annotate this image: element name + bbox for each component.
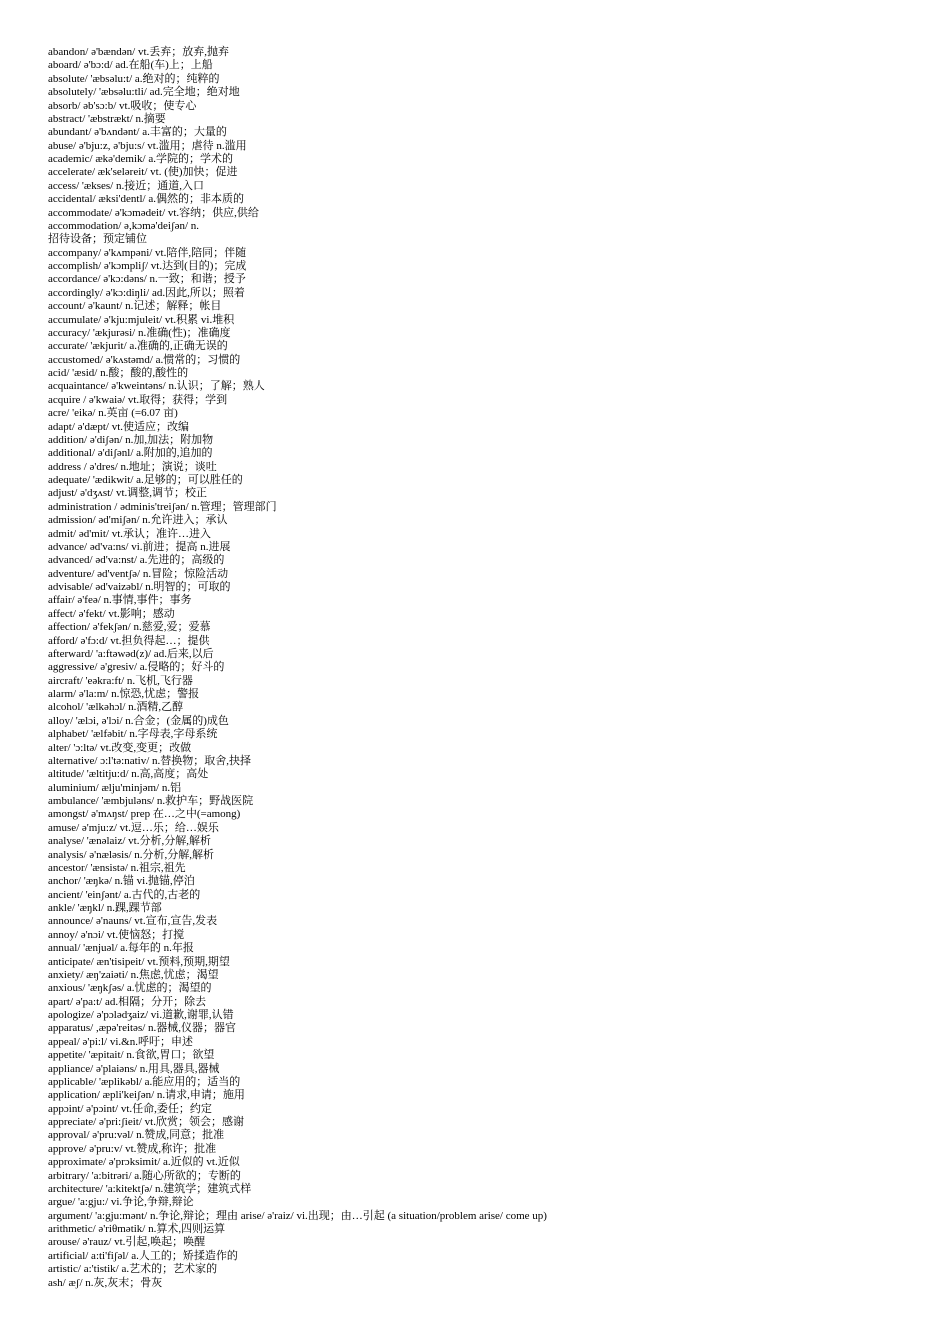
- vocabulary-entry: access/ 'ækses/ n.接近；通道,入口: [48, 179, 204, 192]
- vocabulary-entry: arouse/ ə'rauz/ vt.引起,唤起；唤醒: [48, 1236, 206, 1249]
- vocabulary-entry: abundant/ ə'bʌndənt/ a.丰富的；大量的: [48, 126, 227, 139]
- vocabulary-entry: anxiety/ æŋ'zaiəti/ n.焦虑,忧虑；渴望: [48, 968, 219, 981]
- vocabulary-entry: ancestor/ 'ænsistə/ n.祖宗,祖先: [48, 861, 186, 874]
- vocabulary-entry: announce/ ə'nauns/ vt.宣布,宣告,发表: [48, 915, 218, 928]
- vocabulary-entry: acid/ 'æsid/ n.酸；酸的,酸性的: [48, 367, 189, 379]
- vocabulary-list: [48, 46, 928, 1290]
- vocabulary-entry: acquire / ə'kwaiə/ vt.取得；获得；学到: [48, 393, 228, 406]
- vocabulary-entry: adjust/ ə'dʒʌst/ vt.调整,调节；校正: [48, 487, 208, 500]
- vocabulary-entry: apparatus/ ,æpə'reitəs/ n.器械,仪器；器官: [48, 1022, 237, 1035]
- vocabulary-entry: accidental/ æksi'dentl/ a.偶然的；非本质的: [48, 193, 244, 206]
- vocabulary-entry: academic/ ækə'demik/ a.学院的；学术的: [48, 153, 233, 165]
- vocabulary-entry: apologize/ ə'pɔlədʒaiz/ vi.道歉,谢罪,认错: [48, 1009, 234, 1021]
- vocabulary-entry: administration / ədminis'treiʃən/ n.管理；管理部门: [48, 500, 277, 513]
- vocabulary-entry: analysis/ ə'næləsis/ n.分析,分解,解析: [48, 848, 215, 861]
- vocabulary-entry: alter/ 'ɔ:ltə/ vt.改变,变更；改做: [48, 741, 192, 754]
- vocabulary-entry: address / ə'dres/ n.地址；演说；谈吐: [48, 460, 217, 473]
- vocabulary-entry: annoy/ ə'nɔi/ vt.使恼怒；打搅: [48, 928, 185, 941]
- vocabulary-entry: ankle/ 'æŋkl/ n.踝,踝节部: [48, 902, 162, 914]
- vocabulary-entry: appeal/ ə'pi:l/ vi.&n.呼吁；申述: [48, 1035, 193, 1048]
- vocabulary-entry: argument/ 'a:gju:mənt/ n.争论,辩论；理由 arise/ ə'raiz/ vi.出现；由…引起 (a situation/problem arise/ come up): [48, 1209, 547, 1222]
- vocabulary-entry: affect/ ə'fekt/ vt.影响；感动: [48, 607, 175, 620]
- vocabulary-entry: application/ æpli'keiʃən/ n.请求,申请；施用: [48, 1089, 245, 1102]
- vocabulary-entry: addition/ ə'diʃən/ n.加,加法；附加物: [48, 433, 214, 446]
- vocabulary-entry: accustomed/ ə'kʌstəmd/ a.惯常的；习惯的: [48, 353, 241, 366]
- vocabulary-entry: 招待设备；预定铺位: [48, 233, 147, 246]
- vocabulary-entry: arbitrary/ 'a:bitrəri/ a.随心所欲的；专断的: [48, 1169, 241, 1182]
- vocabulary-entry: absolute/ 'æbsəlu:t/ a.绝对的；纯粹的: [48, 72, 220, 85]
- vocabulary-entry: absorb/ əb'sɔ:b/ vt.吸收；使专心: [48, 99, 197, 112]
- vocabulary-entry: affair/ ə'feə/ n.事情,事件；事务: [48, 594, 192, 607]
- vocabulary-entry: abandon/ ə'bændən/ vt.丢弃；放弃,抛弃: [48, 46, 230, 58]
- vocabulary-entry: additional/ ə'diʃənl/ a.附加的,追加的: [48, 447, 213, 460]
- vocabulary-entry: artificial/ a:ti'fiʃəl/ a.人工的；矫揉造作的: [48, 1249, 238, 1262]
- vocabulary-entry: affection/ ə'fekʃən/ n.慈爱,爱；爱慕: [48, 621, 211, 634]
- vocabulary-entry: ancient/ 'einʃənt/ a.古代的,古老的: [48, 888, 201, 901]
- vocabulary-entry: acquaintance/ ə'kweintəns/ n.认识；了解；熟人: [48, 380, 265, 393]
- vocabulary-entry: accumulate/ ə'kju:mjuleit/ vt.积累 vi.堆积: [48, 313, 235, 326]
- vocabulary-entry: amuse/ ə'mju:z/ vt.逗…乐；给…娱乐: [48, 821, 219, 834]
- vocabulary-entry: ash/ æʃ/ n.灰,灰末；骨灰: [48, 1276, 163, 1289]
- vocabulary-entry: argue/ 'a:gju:/ vi.争论,争辩,辩论: [48, 1196, 194, 1209]
- vocabulary-entry: approximate/ ə'prɔksimit/ a.近似的 vt.近似: [48, 1156, 240, 1169]
- vocabulary-entry: appɔint/ ə'pɔint/ vt.任命,委任；约定: [48, 1102, 212, 1115]
- vocabulary-entry: accuracy/ 'ækjurəsi/ n.准确(性)；准确度: [48, 326, 231, 339]
- vocabulary-entry: appliance/ ə'plaiəns/ n.用具,器具,器械: [48, 1062, 220, 1075]
- vocabulary-entry: apart/ ə'pa:t/ ad.相隔；分开；除去: [48, 995, 207, 1008]
- vocabulary-entry: appreciate/ ə'pri:ʃieit/ vt.欣赏；领会；感谢: [48, 1116, 244, 1128]
- vocabulary-entry: accurate/ 'ækjurit/ a.准确的,正确无误的: [48, 340, 228, 353]
- vocabulary-entry: adapt/ ə'dæpt/ vt.使适应；改编: [48, 420, 189, 433]
- vocabulary-entry: acre/ 'eikə/ n.英亩 (=6.07 亩): [48, 407, 178, 420]
- vocabulary-entry: advisable/ əd'vaizəbl/ n.明智的；可取的: [48, 581, 231, 593]
- vocabulary-entry: accommodation/ ə,kɔmə'deiʃən/ n.: [48, 219, 200, 232]
- vocabulary-entry: alarm/ ə'la:m/ n.惊恐,忧虑；警报: [48, 688, 200, 700]
- vocabulary-entry: alphabet/ 'ælfəbit/ n.字母表,字母系统: [48, 728, 218, 741]
- vocabulary-entry: adventure/ əd'ventʃə/ n.冒险；惊险活动: [48, 567, 229, 580]
- vocabulary-entry: afterward/ 'a:ftəwəd(z)/ ad.后来,以后: [48, 647, 214, 660]
- vocabulary-entry: alcohol/ 'ælkəhɔl/ n.酒精,乙醇: [48, 701, 184, 714]
- vocabulary-entry: absolutely/ 'æbsəlu:tli/ ad.完全地；绝对地: [48, 86, 240, 99]
- vocabulary-entry: accordance/ ə'kɔ:dəns/ n.一致；和谐；授予: [48, 273, 246, 286]
- vocabulary-entry: adequate/ 'ædikwit/ a.足够的；可以胜任的: [48, 474, 243, 486]
- vocabulary-entry: approval/ ə'pru:vəl/ n.赞成,同意；批准: [48, 1129, 225, 1142]
- vocabulary-entry: advanced/ əd'va:nst/ a.先进的；高级的: [48, 554, 225, 567]
- vocabulary-entry: accommodate/ ə'kɔmədeit/ vt.容纳；供应,供给: [48, 206, 259, 219]
- vocabulary-entry: amongst/ ə'mʌŋst/ prep 在…之中(=among): [48, 808, 241, 821]
- vocabulary-entry: accordingly/ ə'kɔ:diŋli/ ad.因此,所以；照着: [48, 286, 245, 299]
- vocabulary-entry: admit/ əd'mit/ vt.承认；准许…进入: [48, 527, 212, 540]
- vocabulary-entry: accompany/ ə'kʌmpəni/ vt.陪伴,陪同；伴随: [48, 246, 247, 259]
- vocabulary-entry: annual/ 'ænjuəl/ a.每年的 n.年报: [48, 942, 194, 955]
- vocabulary-entry: applicable/ 'æplikəbl/ a.能应用的；适当的: [48, 1075, 241, 1088]
- vocabulary-entry: arithmetic/ ə'riθmətik/ n.算术,四则运算: [48, 1223, 226, 1235]
- vocabulary-entry: alternative/ ɔ:l'tə:nativ/ n.替换物；取舍,抉择: [48, 754, 251, 767]
- vocabulary-entry: architecture/ 'a:kitektʃə/ n.建筑学；建筑式样: [48, 1182, 252, 1195]
- vocabulary-entry: advance/ əd'va:ns/ vi.前进；提高 n.进展: [48, 540, 231, 553]
- vocabulary-entry: aircraft/ 'eəkra:ft/ n.飞机,飞行器: [48, 674, 193, 687]
- vocabulary-entry: admission/ əd'miʃən/ n.允许进入；承认: [48, 514, 228, 527]
- vocabulary-entry: accelerate/ æk'seləreit/ vt. (使)加快；促进: [48, 166, 238, 179]
- vocabulary-entry: ambulance/ 'æmbjuləns/ n.救护车；野战医院: [48, 795, 254, 807]
- vocabulary-entry: anticipate/ æn'tisipeit/ vt.预料,预期,期望: [48, 955, 230, 968]
- vocabulary-entry: alloy/ 'ælɔi, ə'lɔi/ n.合金；(金属的)成色: [48, 714, 229, 727]
- vocabulary-entry: aggressive/ ə'gresiv/ a.侵略的；好斗的: [48, 661, 225, 674]
- vocabulary-entry: accomplish/ ə'kɔmpliʃ/ vt.达到(目的)；完成: [48, 260, 247, 272]
- vocabulary-entry: approve/ ə'pru:v/ vt.赞成,称许；批准: [48, 1142, 217, 1155]
- vocabulary-entry: altitude/ 'æltitju:d/ n.高,高度；高处: [48, 768, 209, 781]
- vocabulary-entry: abstract/ 'æbstrækt/ n.摘要: [48, 112, 166, 125]
- vocabulary-entry: aboard/ ə'bɔ:d/ ad.在船(车)上；上船: [48, 59, 213, 72]
- vocabulary-entry: aluminium/ ælju'minjəm/ n.铝: [48, 781, 182, 794]
- vocabulary-entry: account/ ə'kaunt/ n.记述；解释；帐目: [48, 300, 222, 313]
- vocabulary-entry: appetite/ 'æpitait/ n.食欲,胃口；欲望: [48, 1049, 215, 1062]
- vocabulary-entry: anxious/ 'æŋkʃəs/ a.忧虑的；渴望的: [48, 982, 212, 995]
- vocabulary-entry: artistic/ a:'tistik/ a.艺术的；艺术家的: [48, 1263, 218, 1276]
- vocabulary-entry: afford/ ə'fɔ:d/ vt.担负得起…；提供: [48, 634, 210, 647]
- vocabulary-entry: abuse/ ə'bju:z, ə'bju:s/ vt.滥用；虐待 n.滥用: [48, 139, 247, 152]
- vocabulary-entry: anchor/ 'æŋkə/ n.锚 vi.抛锚,停泊: [48, 875, 195, 888]
- vocabulary-entry: analyse/ 'ænəlaiz/ vt.分析,分解,解析: [48, 835, 211, 848]
